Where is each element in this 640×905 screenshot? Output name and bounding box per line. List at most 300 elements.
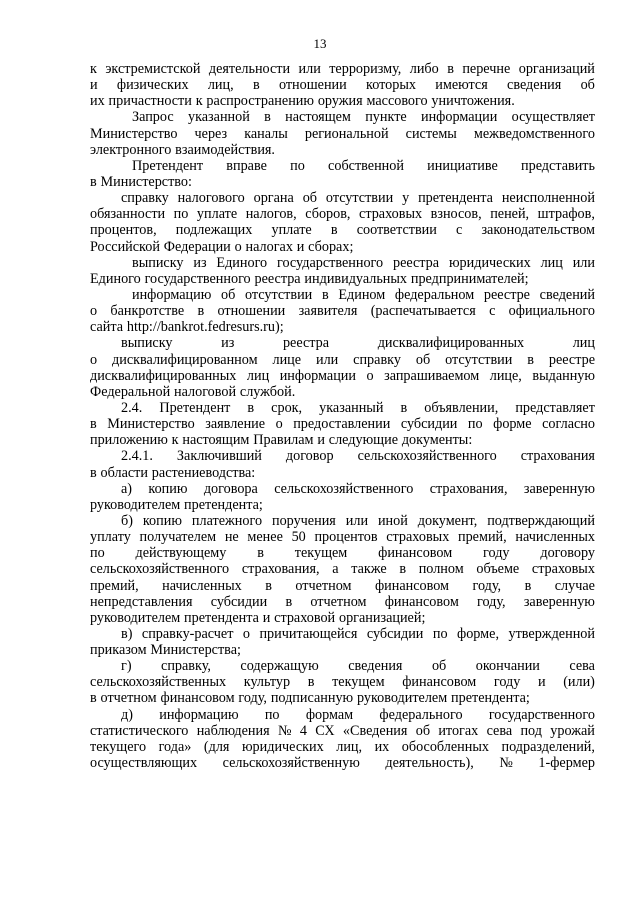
text-line: [90, 77, 595, 93]
word: финансовом: [378, 545, 453, 562]
word: налогах: [245, 238, 293, 255]
word: году: [493, 674, 521, 691]
word: сельскохозяйственного: [90, 561, 230, 578]
word: статистического: [90, 722, 189, 739]
word: сайта: [90, 319, 124, 336]
page-number: 13: [313, 36, 327, 51]
text-line: [90, 303, 595, 319]
word: действующему: [135, 545, 227, 562]
word: сведения: [348, 658, 403, 675]
word: настоящем: [285, 109, 351, 126]
word: региональной: [304, 125, 389, 142]
word: взносов,: [430, 206, 482, 223]
word: Министерства;: [150, 642, 241, 659]
word: отчетном: [295, 577, 352, 594]
word: о: [275, 416, 283, 433]
word: окончании: [475, 658, 540, 675]
word: отношении: [278, 77, 347, 94]
word: реестре: [548, 351, 595, 368]
word: обособленных: [401, 738, 489, 755]
word: а): [121, 480, 133, 497]
word: подтверждающий: [487, 512, 595, 529]
text-line: [90, 384, 595, 400]
word: и: [90, 77, 98, 94]
word: инициативе: [427, 157, 498, 174]
word: году,: [238, 690, 267, 707]
word: по: [290, 157, 305, 174]
text-line: [90, 416, 595, 432]
word: деятельности: [208, 61, 291, 77]
word: отсутствии: [445, 351, 513, 368]
word: страховых: [386, 529, 450, 546]
word: межведомственного: [473, 125, 595, 142]
word: страховых: [531, 561, 595, 578]
word: о: [90, 303, 98, 320]
word: об: [415, 351, 431, 368]
text-line: [90, 206, 595, 222]
text-line: [90, 481, 595, 497]
word: страховых: [359, 206, 423, 223]
text-line: [90, 174, 595, 190]
word: согласно: [542, 416, 595, 433]
word: СХ: [315, 722, 335, 739]
word: 2.4.: [121, 399, 143, 416]
word: текущем: [332, 674, 385, 691]
word: лице,: [489, 367, 522, 384]
word: через: [194, 125, 228, 142]
word: «Сведения: [342, 722, 408, 739]
word: об: [302, 190, 318, 207]
text-line: [90, 319, 595, 335]
word: терроризму,: [329, 61, 402, 77]
word: или: [298, 61, 321, 77]
word: о: [90, 351, 98, 368]
text-line: [90, 690, 595, 706]
word: их: [374, 738, 390, 755]
word: об: [415, 722, 431, 739]
word: штрафов,: [537, 206, 595, 223]
word: объеме: [476, 561, 520, 578]
word: иной: [377, 512, 408, 529]
word: Министерство: [90, 125, 178, 142]
word: неисполненной: [501, 190, 595, 207]
word: об: [580, 77, 595, 94]
text-line: [90, 158, 595, 174]
word: Единого: [216, 254, 268, 271]
word: Правилам: [253, 432, 314, 449]
word: копию: [142, 512, 182, 529]
word: сельскохозяйственного: [357, 448, 497, 465]
word: дисквалифицированных: [377, 335, 525, 352]
word: Единого: [90, 270, 141, 287]
text-line: [90, 513, 595, 529]
word: по: [467, 416, 483, 433]
word: отсутствии: [325, 190, 394, 207]
word: соответствии: [356, 222, 437, 239]
word: налогов,: [245, 206, 297, 223]
word: представить: [521, 157, 595, 174]
word: руководителем: [356, 690, 448, 707]
word: отношении: [217, 303, 286, 320]
word: начисленных: [515, 529, 595, 546]
word: и: [262, 609, 271, 626]
word: массового: [366, 93, 428, 110]
word: премий,: [90, 577, 139, 594]
word: справку: [353, 351, 401, 368]
word: в: [90, 464, 97, 481]
word: заверенную: [523, 480, 595, 497]
word: 4: [299, 722, 307, 739]
word: сельскохозяйственных: [90, 674, 227, 691]
text-line: [90, 142, 595, 158]
word: г): [121, 658, 132, 675]
word: налоговой: [174, 383, 237, 400]
text-line: [90, 222, 595, 238]
word: государственного: [277, 254, 384, 271]
word: следующие: [328, 432, 398, 449]
word: в: [90, 690, 97, 707]
text-line: [90, 126, 595, 142]
text-line: [90, 368, 595, 384]
word: страхования,: [429, 480, 508, 497]
text-line: [90, 448, 595, 464]
word: или: [345, 512, 369, 529]
word: с: [489, 303, 496, 320]
text-line: [90, 190, 595, 206]
word: из: [221, 335, 235, 352]
word: в: [265, 577, 272, 594]
word: в: [257, 545, 264, 562]
word: информации: [421, 109, 498, 126]
word: дисквалифицированных: [90, 367, 237, 384]
word: поручения: [271, 512, 336, 529]
word: справку: [121, 190, 169, 207]
word: №: [277, 722, 292, 739]
word: реестра: [282, 335, 330, 352]
word: Заключивший: [176, 448, 262, 465]
word: сельскохозяйственного: [274, 480, 414, 497]
word: об: [431, 658, 447, 675]
word: в: [400, 399, 408, 416]
word: в: [264, 109, 271, 126]
word: официального: [508, 303, 595, 320]
word: настоящим: [182, 432, 250, 449]
word: юридических: [448, 254, 531, 271]
word: Претендент: [132, 157, 204, 174]
word: системы: [405, 125, 457, 142]
text-line: [90, 578, 595, 594]
word: текущем: [294, 545, 348, 562]
word: б): [121, 512, 133, 529]
word: выписку: [132, 254, 184, 271]
word: году,: [472, 577, 502, 594]
word: представляет: [515, 399, 595, 416]
word: к: [195, 93, 203, 110]
word: в: [524, 577, 532, 594]
word: руководителем: [90, 609, 181, 626]
word: по: [264, 706, 280, 723]
word: подразделений,: [501, 738, 595, 755]
word: лиц,: [207, 77, 234, 94]
word: страхования,: [241, 561, 320, 578]
word: Едином: [338, 286, 386, 303]
word: руководителем: [90, 496, 181, 513]
word: Претендент: [159, 399, 231, 416]
word: Российской: [90, 238, 160, 255]
word: по: [90, 545, 105, 562]
word: государственного: [488, 706, 595, 723]
word: о: [234, 238, 242, 255]
word: форме,: [457, 625, 500, 642]
word: в: [285, 593, 293, 610]
word: справку,: [161, 658, 211, 675]
word: страховой: [274, 609, 336, 626]
text-line: [90, 739, 595, 755]
word: не: [224, 529, 239, 546]
word: организаций: [518, 61, 595, 77]
word: каналы: [244, 125, 288, 142]
word: собственной: [328, 157, 404, 174]
word: д): [121, 706, 133, 723]
word: уплате: [196, 206, 238, 223]
word: финансовом: [160, 690, 235, 707]
word: сева: [569, 658, 595, 675]
word: указанный: [319, 399, 384, 416]
word: случае: [554, 577, 595, 594]
word: федеральном: [394, 286, 475, 303]
word: субсидии: [366, 625, 424, 642]
word: предпринимателей;: [410, 270, 529, 287]
word: или: [572, 254, 595, 271]
word: начисленных: [162, 577, 242, 594]
text-line: [90, 109, 595, 125]
word: договор: [285, 448, 334, 465]
word: распространению: [206, 93, 314, 110]
word: реестра: [392, 254, 440, 271]
word: также: [351, 561, 387, 578]
text-line: [90, 255, 595, 271]
text-line: [90, 594, 595, 610]
word: юридических: [241, 738, 324, 755]
word: отсутствии: [245, 286, 313, 303]
word: о: [366, 367, 374, 384]
text-line: [90, 465, 595, 481]
word: Министерство:: [100, 173, 192, 190]
word: получателем: [139, 529, 217, 546]
body-text: [90, 61, 595, 771]
word: содержащую: [240, 658, 319, 675]
word: по: [432, 625, 448, 642]
word: (для: [203, 738, 230, 755]
word: по: [173, 206, 189, 223]
word: субсидии: [400, 416, 458, 433]
word: текущего: [90, 738, 147, 755]
word: документ,: [417, 512, 478, 529]
text-line: [90, 352, 595, 368]
word: выданную: [532, 367, 595, 384]
word: сборов,: [305, 206, 351, 223]
word: уничтожения.: [431, 93, 515, 110]
text-line: [90, 545, 595, 561]
word: сведения: [507, 77, 562, 94]
word: (или): [563, 674, 595, 691]
word: урожай: [550, 722, 595, 739]
word: объявлении,: [424, 399, 499, 416]
word: и: [317, 432, 325, 449]
word: которых: [366, 77, 416, 94]
word: индивидуальных: [304, 270, 408, 287]
word: финансовом: [384, 593, 459, 610]
word: а: [332, 561, 339, 578]
text-line: [90, 271, 595, 287]
word: в): [121, 625, 133, 642]
word: физических: [116, 77, 189, 94]
word: процентов: [314, 529, 378, 546]
word: в: [330, 222, 338, 239]
word: налогового: [177, 190, 245, 207]
word: Министерство: [107, 416, 195, 433]
text-line: [90, 642, 595, 658]
word: претендента: [418, 190, 493, 207]
word: перечне: [462, 61, 511, 77]
word: службой.: [239, 383, 296, 400]
word: федерального: [379, 706, 463, 723]
word: процентов,: [90, 222, 157, 239]
word: имеются: [435, 77, 488, 94]
text-line: [90, 529, 595, 545]
word: заявителя: [298, 303, 358, 320]
text-line: [90, 610, 595, 626]
word: претендента: [184, 609, 259, 626]
word: пеней,: [490, 206, 530, 223]
word: года»: [158, 738, 192, 755]
word: в: [197, 303, 205, 320]
word: сведений: [539, 286, 595, 303]
word: справку-расчет: [141, 625, 234, 642]
text-line: [90, 400, 595, 416]
word: срок,: [271, 399, 303, 416]
word: об: [221, 286, 236, 303]
word: 2.4.1.: [121, 448, 153, 465]
word: итогах: [438, 722, 479, 739]
word: растениеводства:: [151, 464, 256, 481]
word: в: [90, 173, 97, 190]
word: информацию: [159, 706, 239, 723]
word: приказом: [90, 642, 147, 659]
word: лиц,: [336, 738, 363, 755]
word: договора: [203, 480, 258, 497]
word: в: [447, 61, 454, 77]
text-line: [90, 497, 595, 513]
text-line: [90, 93, 595, 109]
word: лиц: [246, 367, 270, 384]
word: деятельность),: [385, 755, 474, 772]
word: из: [193, 254, 207, 271]
text-line: [90, 335, 595, 351]
word: в: [252, 77, 260, 94]
word: 1-фермер: [538, 755, 595, 772]
word: банкротстве: [110, 303, 185, 320]
word: премий,: [458, 529, 507, 546]
word: в: [321, 286, 329, 303]
word: выписку: [121, 335, 173, 352]
text-line: [90, 432, 595, 448]
word: и: [537, 674, 546, 691]
text-line: [90, 723, 595, 739]
word: указанной: [187, 109, 250, 126]
text-line: [90, 287, 595, 303]
word: вправе: [226, 157, 267, 174]
word: документы:: [401, 432, 473, 449]
word: реестре: [483, 286, 530, 303]
text-line: [90, 626, 595, 642]
word: обязанности: [90, 206, 166, 223]
word: отчетном: [100, 690, 157, 707]
word: с: [456, 222, 463, 239]
word: оружия: [317, 93, 363, 110]
word: http://bankrot.fedresurs.ru);: [126, 319, 284, 336]
word: сборах;: [308, 238, 354, 255]
word: в: [247, 399, 255, 416]
text-line: [90, 61, 595, 77]
word: финансовом: [374, 577, 450, 594]
word: претендента;: [451, 690, 530, 707]
word: экстремистской: [105, 61, 201, 77]
word: информацию: [132, 286, 212, 303]
word: платежного: [191, 512, 263, 529]
word: приложению: [90, 432, 168, 449]
word: в: [527, 351, 534, 368]
text-line: [90, 239, 595, 255]
word: утвержденной: [508, 625, 595, 642]
word: заявление: [205, 416, 266, 433]
text-line: [90, 561, 595, 577]
text-line: [90, 707, 595, 723]
word: сева: [486, 722, 513, 739]
word: подписанную: [270, 690, 354, 707]
word: менее: [247, 529, 283, 546]
word: сельскохозяйственную: [222, 755, 360, 772]
word: году: [483, 545, 510, 562]
word: лице: [272, 351, 302, 368]
word: финансовом: [402, 674, 477, 691]
word: претендента;: [184, 496, 263, 513]
word: области: [100, 464, 148, 481]
word: законодательством: [481, 222, 595, 239]
text-line: [90, 755, 595, 771]
word: предоставлении: [293, 416, 391, 433]
word: уплате: [271, 222, 312, 239]
word: (распечатывается: [370, 303, 476, 320]
word: Запрос: [132, 109, 174, 126]
word: органа: [253, 190, 294, 207]
word: Федеральной: [90, 383, 171, 400]
word: форме: [493, 416, 532, 433]
word: договору: [540, 545, 595, 562]
word: у: [402, 190, 410, 207]
word: субсидии: [210, 593, 268, 610]
word: страхования: [520, 448, 595, 465]
word: и: [296, 238, 305, 255]
word: непредставления: [90, 593, 193, 610]
word: лиц: [540, 254, 563, 271]
word: заверенную: [523, 593, 595, 610]
text-line: [90, 658, 595, 674]
word: их: [90, 93, 105, 110]
word: либо: [409, 61, 439, 77]
word: лиц: [572, 335, 595, 352]
word: формам: [305, 706, 354, 723]
